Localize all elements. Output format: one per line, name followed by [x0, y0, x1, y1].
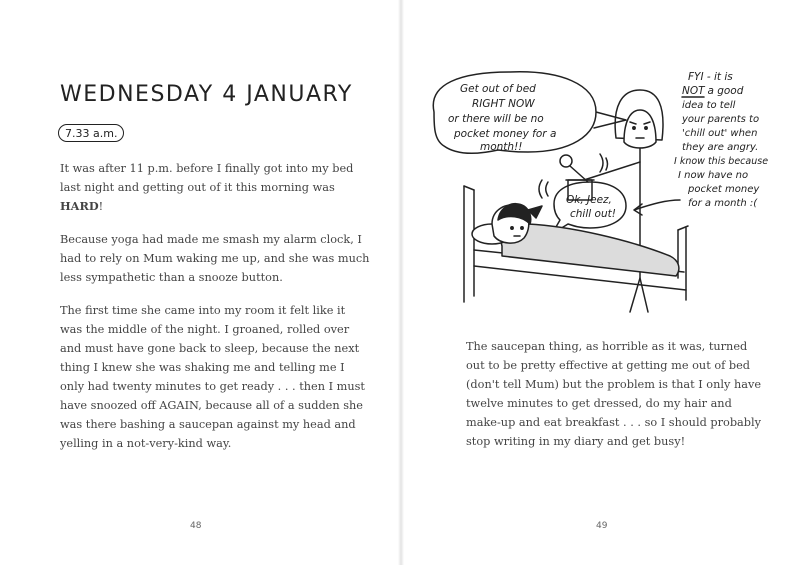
side-note-line-2 [682, 85, 744, 97]
side-note-not: NOT [682, 85, 704, 97]
side-note-line-10: for a month :( [688, 198, 758, 209]
time-badge: 7.33 a.m. [58, 124, 124, 142]
paragraph-1-bold-text: HARD [60, 199, 99, 213]
side-note-fyi: FYI - it is [688, 71, 733, 83]
right-page [400, 0, 800, 565]
side-note-line-5: 'chill out' when [682, 128, 758, 139]
mum-bubble-line-1: Get out of bed [460, 83, 536, 95]
mum-bubble-line-3: or there will be no [448, 113, 544, 125]
side-note-a-good: a good [707, 85, 744, 97]
page-number-right: 49 [596, 521, 608, 531]
girl-bubble-line-2: chill out! [570, 208, 616, 220]
page-number-left: 48 [190, 521, 202, 531]
side-note-line-1 [688, 71, 733, 83]
note-arrow [634, 200, 680, 215]
side-note-line-9: pocket money [688, 184, 760, 195]
diary-entry-title: WEDNESDAY 4 JANUARY [60, 82, 353, 107]
side-note-line-3: idea to tell [682, 100, 736, 111]
side-note-line-8: I now have no [678, 170, 749, 181]
side-note-line-7: I know this because [674, 156, 769, 167]
paragraph-1-text: It was after 11 p.m. before I finally got into my bed last night and getting out of it this morning was [60, 162, 354, 194]
bedroom-illustration [420, 50, 790, 320]
paragraph-3: The first time she came into my room it felt like it was the middle of the night. I groaned, rolled over and must have gone back to sleep, because the next thing I knew she was shaking me and telling me I only had twenty minutes to get ready . . . then I must have snoozed off AGAIN, because all of a sudden she was there bashing a saucepan against my head and yelling in a not-very-kind way. [60, 304, 365, 450]
mum-bubble-line-4: pocket money for a [454, 128, 557, 140]
girl-bubble-line-1: Ok, Jeez, [566, 194, 612, 206]
mum-bubble-line-5: month!! [480, 141, 523, 153]
paragraph-1-end: ! [98, 200, 104, 213]
side-note-line-4: your parents to [682, 114, 760, 125]
mum-bubble-line-2: RIGHT NOW [472, 98, 535, 110]
paragraph-4: The saucepan thing, as horrible as it was, turned out to be pretty effective at getting me out of bed (don't tell Mum) but the problem is that I only have twelve minutes to get dressed, do my hair and make-up and eat breakfast . . . so I should probably stop writing in my diary and get busy! [466, 340, 762, 448]
side-note-line-6: they are angry. [682, 142, 759, 153]
paragraph-1 [60, 159, 370, 216]
paragraph-2: Because yoga had made me smash my alarm clock, I had to rely on Mum waking me up, and she was much less sympathetic than a snooze button. [60, 233, 370, 284]
